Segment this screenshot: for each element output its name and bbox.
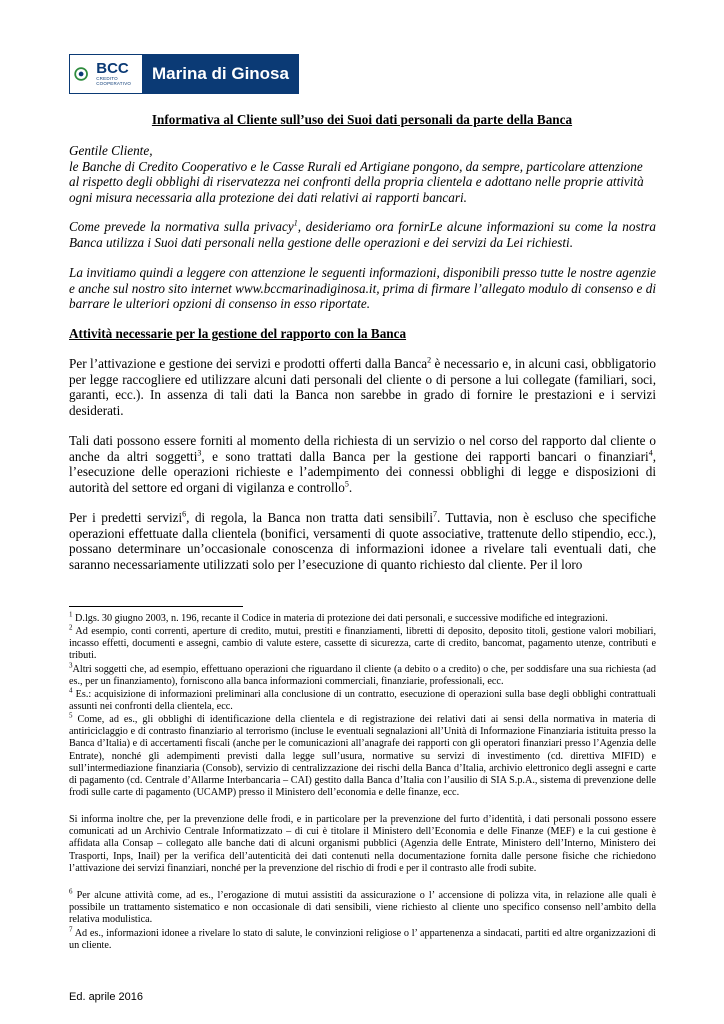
body-paragraph-1 [69,356,656,418]
body-p2-text-d: . [348,479,353,495]
bank-logo [69,54,299,94]
edition-footer: Ed. aprile 2016 [69,991,143,1003]
body-p3-text-c: . Tuttavia, non è escluso che specifiche operazioni effettuate dalla clientela (bonifici, versamenti di quote associative, trattenute dello stipendio, ecc.), possano determinare un’occasionale conoscenza di informazioni idonee a rivelare tali eventuali dati, che saranno necessariamente utilizzati solo per l’esecuzione di quanto richiesto dal cliente. Per il loro [69,510,657,572]
footnote-text: D.lgs. 30 giugno 2003, n. 196, recante il Codice in materia di protezione dei dati personali, e successive modifiche ed integrazioni. [72,613,608,624]
footnote-ref-4: 4 [648,448,653,458]
footnote-2 [69,623,656,663]
intro-p2-text-b: , desideriamo ora fornirLe alcune informazioni su come la nostra Banca utilizza i Suoi dati personali nella gestione delle operazioni e dei servizi da Lei richiesti. [69,219,656,250]
footnote-number: 6 [69,887,73,896]
footnote-text: Per alcune attività come, ad es., l’erogazione di mutui assistiti da assicurazione o l’ accensione di polizza vita, in relazione alle quali è possibile un trattamento sistematico e non occasionale di dati sensibili, viene richiesto al cliente uno specifico consenso nell’ambito della relativa modulistica. [69,890,656,926]
body-p2-text-a: Tali dati possono essere forniti al momento della richiesta di un servizio o nel corso del rapporto dal cliente o anche da altri soggetti [69,433,656,464]
bcc-logo-mark [70,55,142,93]
footnote-text: Come, ad es., gli obblighi di identificazione della clientela e di registrazione dei relativi dati ai sensi della normativa in materia di antiriciclaggio e di contrasto finanziario al terrorismo (incluse le eventuali segnalazioni all’Unità di Informazione Finanziaria istituita presso la Banca d’Italia) e di accertamenti fiscali (anche per le comunicazioni all’anagrafe dei rapporti con gli operatori finanziari presso l’Agenzia delle Entrate), nonché gli adempimenti previsti dalla legge sull’usura, normative su servizi di investimento (cd. direttiva MIFID) e sull’intermediazione finanziaria (Consob), servizio di centralizzazione dei rischi della Banca d’Italia, archivio elettronico degli assegni e carte di pagamento (cd. Centrale d’Allarme Interbancaria – CAI) gestito dalla Banca d’Italia con l’ausilio di SIA S.p.A., sistema di prevenzione delle frodi sulle carte di pagamento (UCAMP) presso il Ministero dell’economia e delle finanze, ecc. [69,714,656,799]
footnote-5-continued [69,814,656,875]
body-paragraph-3 [69,510,656,572]
body-p2-text-b: , e sono trattati dalla Banca per la gestione dei rapporti bancari o finanziari [201,448,649,464]
footnote-text: Si informa inoltre che, per la prevenzione delle frodi, e in particolare per la prevenzione del furto d’identità, i dati personali possono essere comunicati ad un Archivio Centrale Informatizzato – di cui è titolare il Ministero dell’Economia e delle Finanze (MEF) e la cui gestione è affidata alla Consap – collegato alle banche dati di alcuni organismi pubblici (Agenzia delle Entrate, Ministero dell’Interno, Ministero dei Trasporti, Inps, Inail) per la verifica dell’autenticità dei dati contenuti nella documentazione fornita dalle persone fisiche che richiedono l’attivazione dei servizi finanziari, nonché per la prevenzione del rischio di frodi e per il contrasto alle frodi subite. [69,814,656,874]
document-title: Informativa al Cliente sull’uso dei Suoi dati personali da parte della Banca [151,112,573,127]
intro-p2-text-a: Come prevede la normativa sulla privacy [69,219,294,234]
footnote-ref-5: 5 [344,479,349,489]
footnote-1 [69,610,656,625]
body-p1-text-a: Per l’attivazione e gestione dei servizi e prodotti offerti dalla Banca [69,356,428,371]
footnote-ref-1: 1 [293,218,298,228]
intro-paragraph-3: La invitiamo quindi a leggere con attenzione le seguenti informazioni, disponibili presso tutte le nostre agenzie e anche sul nostro sito internet www.bccmarinadiginosa.it, prima di firmare l’allegato modulo di consenso e di barrare le ulteriori opzioni di consenso in esso riportate. [69,265,656,312]
bcc-logo-text: BCC [96,60,129,77]
body-p2-text-c: , l’esecuzione delle operazioni richieste e l’adempimento dei connessi obblighi di legge e disposizioni di autorità del settore ed organi di vigilanza e controllo [69,448,656,495]
footnote-4 [69,686,656,713]
intro-paragraph-2 [69,219,656,250]
body-paragraph-2 [69,433,656,495]
footnote-ref-2: 2 [427,355,432,365]
footnote-number: 7 [69,925,73,934]
body-p3-text-b: , di regola, la Banca non tratta dati sensibili [186,510,433,525]
footnote-number: 1 [69,610,73,619]
footnote-text: Altri soggetti che, ad esempio, effettuano operazioni che riguardano il cliente (a debito o a credito) o che, per soddisfare una sua richiesta (ad es., per un finanziamento), forniscono alla banca informazioni commerciali, finanziarie, professionali, ecc. [69,664,656,688]
footnote-ref-7: 7 [433,509,437,519]
footnote-text: Ad es., informazioni idonee a rivelare lo stato di salute, le convinzioni religiose o l’ appartenenza a sindacati, partiti ed altre organizzazioni di un cliente. [69,928,656,952]
footnote-number: 5 [69,711,73,720]
section-heading: Attività necessarie per la gestione del rapporto con la Banca [69,326,407,341]
body-p1-text-b: è necessario e, in alcuni casi, obbligatorio per legge raccogliere ed utilizzare alcuni dati personali del cliente o di persone a lui collegate (familiari, soci, garanti, ecc.). In assenza di tali dati la Banca non sarebbe in grado di fornire le prestazioni e i servizi desiderati. [69,356,657,418]
bank-name: Marina di Ginosa [142,55,298,93]
intro-paragraph-1: le Banche di Credito Cooperativo e le Casse Rurali ed Artigiane pongono, da sempre, particolare attenzione al rispetto degli obblighi di riservatezza nei confronti della propria clientela e adottano nelle proprie attività ogni misura necessaria alla protezione dei dati relativi ai rapporti bancari. [69,158,644,205]
bcc-emblem-icon [74,65,88,83]
footnote-6 [69,887,656,927]
footnote-divider [69,606,243,607]
footnote-number: 3 [69,661,73,670]
footnote-number: 4 [69,686,73,695]
footnote-ref-3: 3 [197,448,202,458]
body-p3-text-a: Per i predetti servizi [69,510,183,525]
footnote-5 [69,711,656,799]
footnote-3 [69,661,656,688]
bcc-logo-subtitle: CREDITO COOPERATIVO [96,76,132,86]
footnote-text: Ad esempio, conti correnti, aperture di credito, mutui, prestiti e finanziamenti, libretti di deposito, deposito titoli, gestione valori mobiliari, incasso effetti, documenti e assegni, cambio di valute estere, cassette di sicurezza, carte di credito, bancomat, pagamento utenze, contributi e tributi. [69,626,656,662]
footnote-ref-6: 6 [182,509,187,519]
footnote-text: Es.: acquisizione di informazioni preliminari alla conclusione di un contratto, esecuzione di operazioni sulla base degli obblighi contrattuali assunti nei confronti della clientela, ecc. [69,689,656,713]
greeting: Gentile Cliente, [69,143,153,158]
footnote-number: 2 [69,623,73,632]
footnote-7 [69,925,656,952]
